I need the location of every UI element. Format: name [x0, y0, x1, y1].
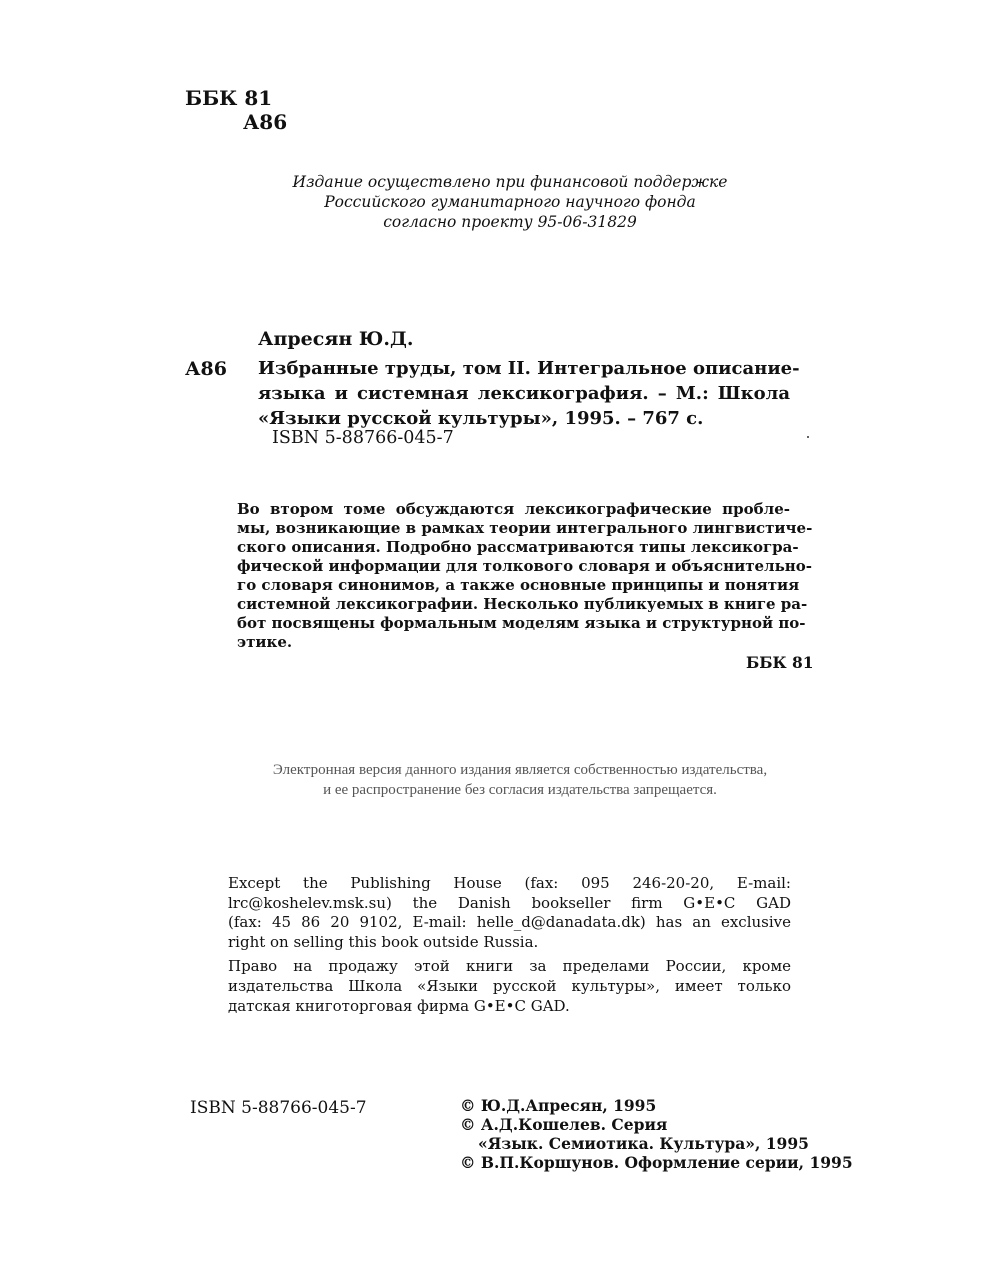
annotation-line: бот посвящены формальным моделям языка и структурной по-: [237, 614, 806, 632]
bbk-code: ББК 81: [185, 86, 273, 110]
russian-line: издательства Школа «Языки русской культуры», имеет только: [228, 977, 791, 995]
annotation-bbk: ББК 81: [746, 653, 814, 672]
export-rights-english: [228, 874, 791, 952]
russian-line: Право на продажу этой книги за пределами России, кроме: [228, 957, 791, 975]
russian-line: датская книготорговая фирма G•E•C GAD.: [228, 997, 570, 1015]
author-sign-code: А86: [243, 110, 288, 134]
isbn-catalog: ISBN 5-88766-045-7: [272, 428, 454, 448]
funding-line: Издание осуществлено при финансовой поддержке: [292, 173, 728, 191]
annotation-line: мы, возникающие в рамках теории интегрального лингвистиче-: [237, 519, 813, 537]
copyright-line: © В.П.Коршунов. Оформление серии, 1995: [460, 1153, 853, 1172]
notice-line: Электронная версия данного издания является собственностью издательства,: [272, 762, 768, 778]
annotation: [237, 500, 813, 652]
biblio-line: Избранные труды, том II. Интегральное описание-: [258, 358, 800, 379]
author-name: Апресян Ю.Д.: [258, 328, 414, 350]
english-line: Except the Publishing House (fax: 095 246-20-20, E-mail:: [228, 874, 791, 892]
copyright-line: «Язык. Семиотика. Культура», 1995: [478, 1134, 809, 1153]
notice-line: и ее распространение без согласия издательства запрещается.: [323, 782, 717, 798]
annotation-line: Во втором томе обсуждаются лексикографические пробле-: [237, 500, 790, 518]
annotation-line: фической информации для толкового словаря и объяснительно-: [237, 557, 812, 575]
annotation-line: этике.: [237, 633, 293, 651]
cutter-code: А86: [185, 358, 227, 380]
speck-mark: [807, 436, 809, 438]
biblio-line: языка и системная лексикография. – М.: Школа: [258, 383, 790, 404]
copyright-line: © Ю.Д.Апресян, 1995: [460, 1096, 657, 1115]
english-line: lrc@koshelev.msk.su) the Danish bookseller firm G•E•C GAD: [228, 893, 791, 912]
english-line: right on selling this book outside Russia.: [228, 932, 539, 951]
electronic-notice: [200, 760, 840, 800]
biblio-line: «Языки русской культуры», 1995. – 767 с.: [258, 408, 704, 429]
english-line: (fax: 45 86 20 9102, E-mail: helle_d@danadata.dk) has an exclusive: [228, 913, 791, 931]
copyright-line: © А.Д.Кошелев. Серия: [460, 1115, 668, 1134]
isbn-footer: ISBN 5-88766-045-7: [190, 1098, 367, 1118]
annotation-line: го словаря синонимов, а также основные принципы и понятия: [237, 576, 800, 594]
funding-line: согласно проекту 95-06-31829: [383, 213, 637, 231]
bibliographic-description: [258, 356, 800, 431]
funding-line: Российского гуманитарного научного фонда: [324, 193, 696, 211]
funding-note: [200, 172, 820, 232]
copyright-block: [460, 1096, 853, 1172]
export-rights-russian: [228, 956, 791, 1016]
annotation-line: системной лексикографии. Несколько публикуемых в книге ра-: [237, 595, 808, 613]
annotation-line: ского описания. Подробно рассматриваются типы лексикогра-: [237, 538, 799, 556]
